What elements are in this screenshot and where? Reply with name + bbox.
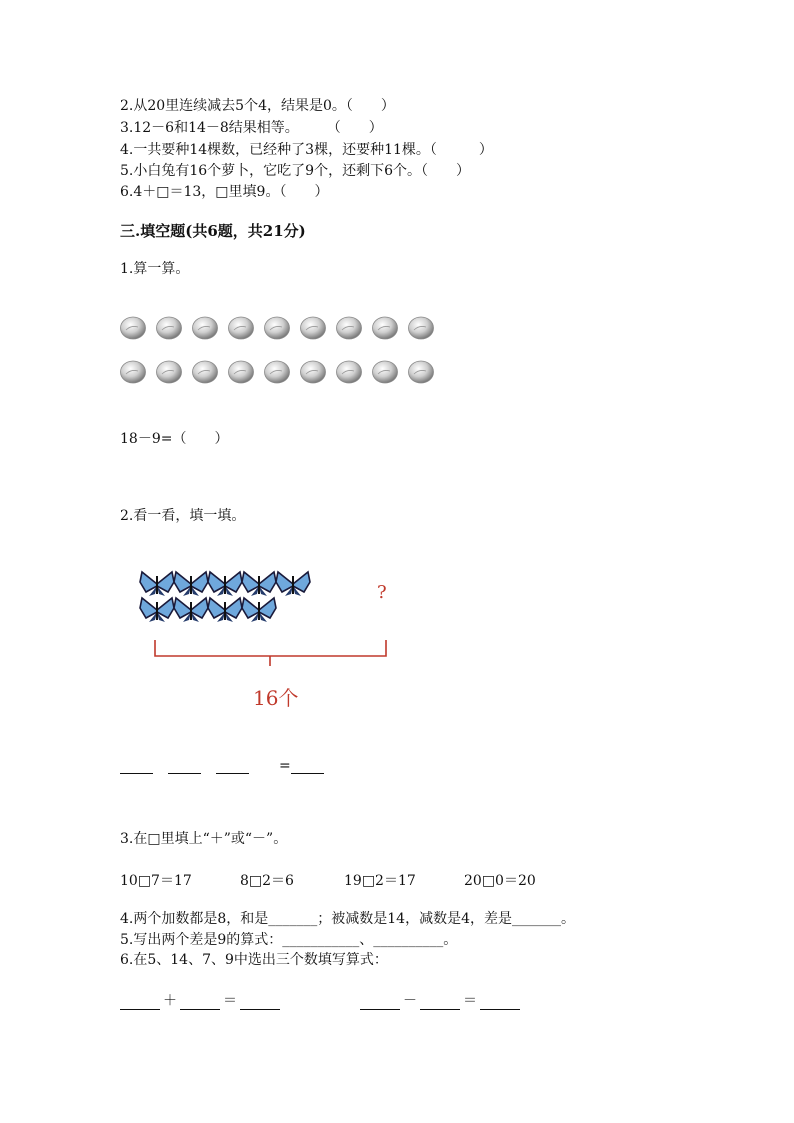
egg-icon <box>336 360 362 384</box>
egg-icon <box>300 316 326 340</box>
plus-sign: ＋ <box>163 993 177 1009</box>
egg-icon <box>192 360 218 384</box>
egg-icon <box>156 360 182 384</box>
butterfly-icon <box>276 572 310 596</box>
egg-icon <box>372 316 398 340</box>
butterfly-row-1 <box>140 572 310 596</box>
butterfly-icon <box>174 572 208 596</box>
q6-prompt: 6.在5、14、7、9中选出三个数填写算式： <box>120 952 388 968</box>
egg-icon <box>120 316 146 340</box>
butterfly-icon <box>140 572 174 596</box>
egg-icon <box>408 360 434 384</box>
unknown-question-mark: ? <box>377 582 387 603</box>
judgement-item-5: 5.小白兔有16个萝卜，它吃了9个，还剩下6个。（ ） <box>120 163 470 179</box>
egg-icon <box>192 316 218 340</box>
judgement-item-3: 3.12－6和14－8结果相等。 （ ） <box>120 120 383 136</box>
butterfly-diagram <box>138 566 398 666</box>
butterfly-icon <box>208 572 242 596</box>
butterfly-icon <box>140 598 174 622</box>
minus-sign: － <box>403 993 417 1009</box>
q5-text: 5.写出两个差是9的算式：___________、__________。 <box>120 932 458 948</box>
answer-blank[interactable] <box>120 995 160 1010</box>
egg-icon <box>336 316 362 340</box>
egg-icon <box>264 360 290 384</box>
answer-blank[interactable] <box>216 759 249 774</box>
egg-icon <box>120 360 146 384</box>
q2-answer-line <box>120 758 324 774</box>
egg-icon <box>372 360 398 384</box>
egg-icon <box>156 316 182 340</box>
egg-icon <box>228 360 254 384</box>
judgement-item-4: 4.一共要种14棵数，已经种了3棵，还要种11棵。（ ） <box>120 142 493 158</box>
q3-expr-1: 10□7＝17 <box>120 873 192 889</box>
egg-row-2 <box>120 360 434 384</box>
q3-expr-4: 20□0＝20 <box>464 873 536 889</box>
section-title: 三.填空题(共6题，共21分) <box>120 222 306 240</box>
answer-blank[interactable] <box>480 995 520 1010</box>
answer-blank[interactable] <box>291 759 324 774</box>
q3-expr-2: 8□2＝6 <box>240 873 294 889</box>
total-label: 16个 <box>253 686 299 710</box>
egg-icon <box>228 316 254 340</box>
butterfly-icon <box>174 598 208 622</box>
answer-blank[interactable] <box>420 995 460 1010</box>
egg-row-1 <box>120 316 434 340</box>
egg-icon <box>408 316 434 340</box>
equals-sign: ＝ <box>463 993 477 1009</box>
butterfly-icon <box>208 598 242 622</box>
egg-icon <box>300 360 326 384</box>
equals-sign: = <box>279 758 291 774</box>
answer-blank[interactable] <box>240 995 280 1010</box>
judgement-item-6: 6.4＋□＝13，□里填9。（ ） <box>120 184 329 200</box>
butterfly-row-2 <box>140 598 276 622</box>
q6-addition-line <box>120 990 280 1010</box>
q4-text: 4.两个加数都是8，和是_______；被减数是14，减数是4，差是_______。 <box>120 911 575 927</box>
q3-prompt: 3.在□里填上“＋”或“－”。 <box>120 831 288 847</box>
answer-blank[interactable] <box>168 759 201 774</box>
butterfly-icon <box>242 598 276 622</box>
equals-sign: ＝ <box>223 993 237 1009</box>
q2-prompt: 2.看一看，填一填。 <box>120 508 246 524</box>
egg-icon <box>264 316 290 340</box>
answer-blank[interactable] <box>120 759 153 774</box>
answer-blank[interactable] <box>180 995 220 1010</box>
q1-prompt: 1.算一算。 <box>120 261 190 277</box>
judgement-item-2: 2.从20里连续减去5个4，结果是0。（ ） <box>120 98 395 114</box>
q6-subtraction-line <box>360 990 520 1010</box>
answer-blank[interactable] <box>360 995 400 1010</box>
q1-equation: 18－9=（ ） <box>120 431 229 447</box>
total-bracket <box>155 640 386 656</box>
butterfly-icon <box>242 572 276 596</box>
q3-expr-3: 19□2＝17 <box>344 873 416 889</box>
